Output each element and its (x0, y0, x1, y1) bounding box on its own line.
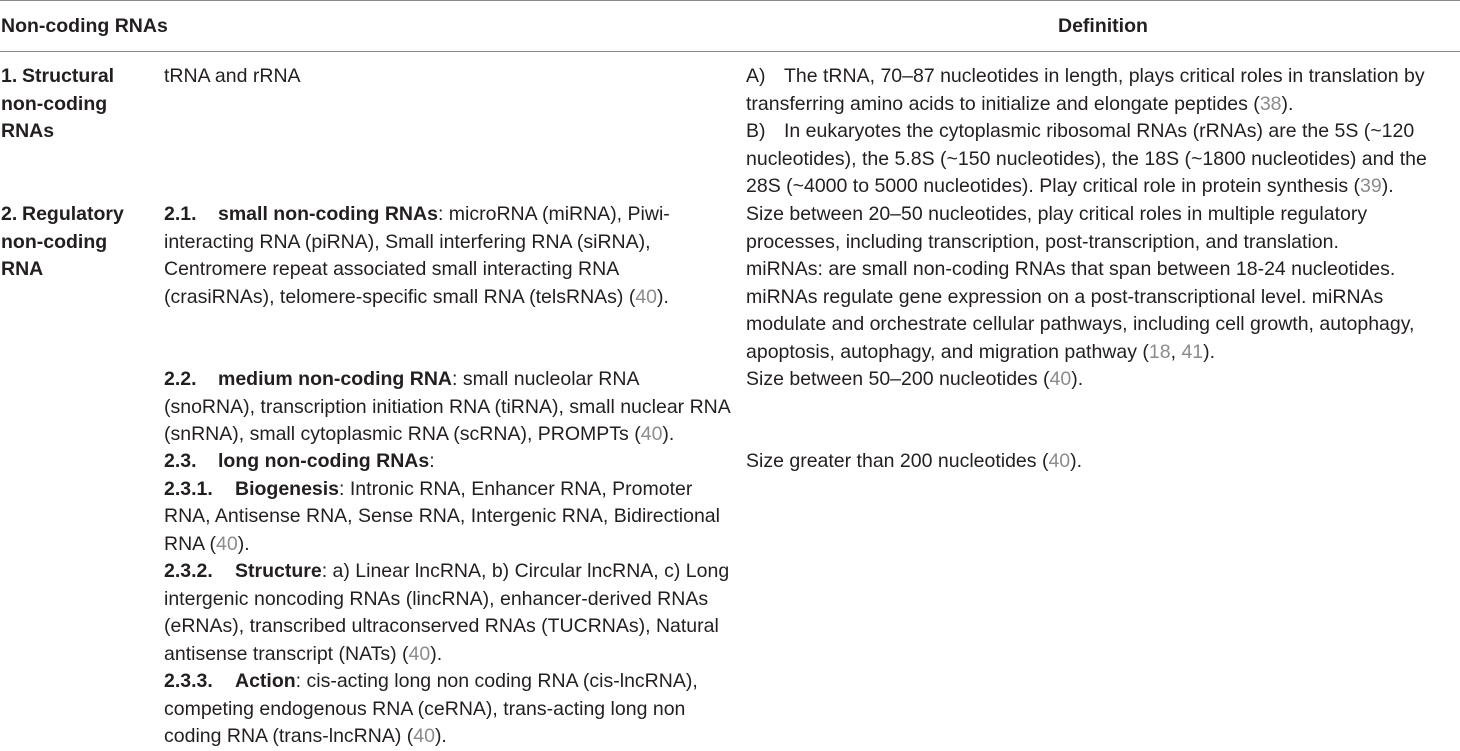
structure-line: : a) Linear lncRNA, b) Circular lncRNA, c) Long (321, 560, 730, 582)
medium-ncrna-cell (164, 366, 731, 449)
paren-close: ). (1281, 92, 1294, 115)
biogenesis-line: RNA, Antisense RNA, Sense RNA, Intergenic RNA, Bidirectional (164, 505, 720, 527)
long-definition-cell (746, 448, 1082, 476)
action-line: : cis-acting long non coding RNA (cis-lncRNA), (295, 670, 698, 692)
citation-ref[interactable]: 40 (635, 285, 658, 308)
long-colon: : (429, 450, 435, 472)
citation-ref[interactable]: 18 (1148, 340, 1171, 363)
small-def-line: apoptosis, autophagy, and migration pathway ( (746, 340, 1149, 363)
small-def-line: miRNAs regulate gene expression on a post-transcriptional level. miRNAs (746, 285, 1384, 308)
structure-title: Structure (235, 560, 322, 582)
structural-title-cell (1, 63, 114, 146)
structural-def-b-line: In eukaryotes the cytoplasmic ribosomal RNAs (rRNAs) are the 5S (~120 (784, 120, 1415, 142)
structure-line: (eRNAs), transcribed ultraconserved RNAs (TUCRNAs), Natural (164, 615, 719, 637)
paren-close: ). (434, 725, 447, 747)
header-rule (0, 51, 1460, 52)
small-def-line: processes, including transcription, post-transcription, and translation. (746, 230, 1339, 253)
structural-def-b-line: 28S (~4000 to 5000 nucleotides). Play critical role in protein synthesis ( (746, 175, 1361, 197)
long-def-line: Size greater than 200 nucleotides ( (746, 450, 1049, 472)
long-ncrna-cell (164, 448, 729, 751)
medium-title: medium non-coding RNA (218, 368, 452, 390)
biogenesis-title: Biogenesis (235, 477, 340, 500)
medium-num: 2.2. (164, 368, 197, 390)
action-num: 2.3.3. (164, 670, 213, 692)
small-line: : microRNA (miRNA), Piwi- (437, 203, 670, 225)
small-line: interacting RNA (piRNA), Small interfering RNA (siRNA), (164, 230, 651, 253)
regulatory-num: 2. (1, 203, 18, 225)
structural-def-a-line: transferring amino acids to initialize and elongate peptides ( (746, 92, 1260, 115)
small-definition-cell (746, 201, 1414, 366)
structural-types: tRNA and rRNA (164, 65, 301, 87)
citation-ref[interactable]: 38 (1259, 92, 1282, 115)
structural-definition-cell (746, 63, 1427, 201)
paren-close: ). (237, 532, 250, 555)
medium-line: (snoRNA), transcription initiation RNA (tiRNA), small nuclear RNA (164, 395, 731, 418)
paren-close: ). (1381, 175, 1394, 197)
citation-separator: , (1170, 340, 1182, 363)
medium-line: : small nucleolar RNA (451, 368, 640, 390)
regulatory-title-line: Regulatory (22, 203, 124, 225)
structural-title-line: non-coding (1, 92, 108, 115)
paren-close: ). (1203, 340, 1216, 363)
citation-ref[interactable]: 40 (1049, 368, 1072, 390)
action-line: competing endogenous RNA (ceRNA), trans-acting long non (164, 697, 686, 720)
long-title: long non-coding RNAs (218, 450, 430, 472)
small-def-line: Size between 20–50 nucleotides, play critical roles in multiple regulatory (746, 203, 1368, 225)
action-line: coding RNA (trans-lncRNA) ( (164, 725, 414, 747)
medium-line: (snRNA), small cytoplasmic RNA (scRNA), PROMPTs ( (164, 423, 641, 445)
structural-def-b-line: nucleotides), the 5.8S (~150 nucleotides), the 18S (~1800 nucleotides) and the (746, 147, 1427, 170)
citation-ref[interactable]: 41 (1181, 340, 1204, 363)
small-line: (crasiRNAs), telomere-specific small RNA (telsRNAs) ( (164, 285, 636, 308)
header-non-coding-rnas: Non-coding RNAs (1, 15, 168, 37)
list-letter-a: A) (746, 65, 766, 87)
small-def-line: miRNAs: are small non-coding RNAs that span between 18-24 nucleotides. (746, 258, 1396, 280)
paren-close: ). (1070, 450, 1083, 472)
structural-def-a-line: The tRNA, 70–87 nucleotides in length, plays critical roles in translation by (784, 65, 1425, 87)
structure-line: antisense transcript (NATs) ( (164, 642, 409, 665)
medium-def-line: Size between 50–200 nucleotides ( (746, 368, 1050, 390)
structure-line: intergenic noncoding RNAs (lincRNA), enhancer-derived RNAs (164, 587, 709, 610)
paren-close: ). (662, 423, 675, 445)
regulatory-title-line: RNA (1, 258, 44, 280)
paren-close: ). (430, 642, 443, 665)
action-title: Action (235, 670, 296, 692)
medium-definition-cell (746, 366, 1083, 394)
biogenesis-num: 2.3.1. (164, 477, 213, 500)
small-def-line: modulate and orchestrate cellular pathways, including cell growth, autophagy, (746, 313, 1415, 335)
citation-ref[interactable]: 40 (413, 725, 435, 747)
structural-title-line: RNAs (1, 120, 55, 142)
paren-close: ). (657, 285, 669, 308)
table-top-rule (0, 0, 1460, 1)
small-title: small non-coding RNAs (218, 203, 438, 225)
structural-title-line: Structural (22, 65, 115, 87)
structural-types-cell (164, 63, 301, 91)
paren-close: ). (1071, 368, 1084, 390)
header-definition: Definition (1058, 15, 1148, 37)
structural-num: 1. (1, 65, 18, 87)
citation-ref[interactable]: 40 (1048, 450, 1071, 472)
citation-ref[interactable]: 40 (408, 642, 431, 665)
small-num: 2.1. (164, 203, 197, 225)
small-ncrna-cell (164, 201, 670, 311)
regulatory-title-cell (1, 201, 124, 284)
list-letter-b: B) (746, 120, 766, 142)
citation-ref[interactable]: 40 (640, 423, 663, 445)
biogenesis-line: RNA ( (164, 532, 217, 555)
long-num: 2.3. (164, 450, 197, 472)
citation-ref[interactable]: 40 (216, 532, 238, 555)
citation-ref[interactable]: 39 (1360, 175, 1382, 197)
small-line: Centromere repeat associated small interacting RNA (164, 258, 620, 280)
structure-num: 2.3.2. (164, 560, 213, 582)
biogenesis-line: : Intronic RNA, Enhancer RNA, Promoter (339, 477, 693, 500)
regulatory-title-line: non-coding (1, 230, 108, 253)
